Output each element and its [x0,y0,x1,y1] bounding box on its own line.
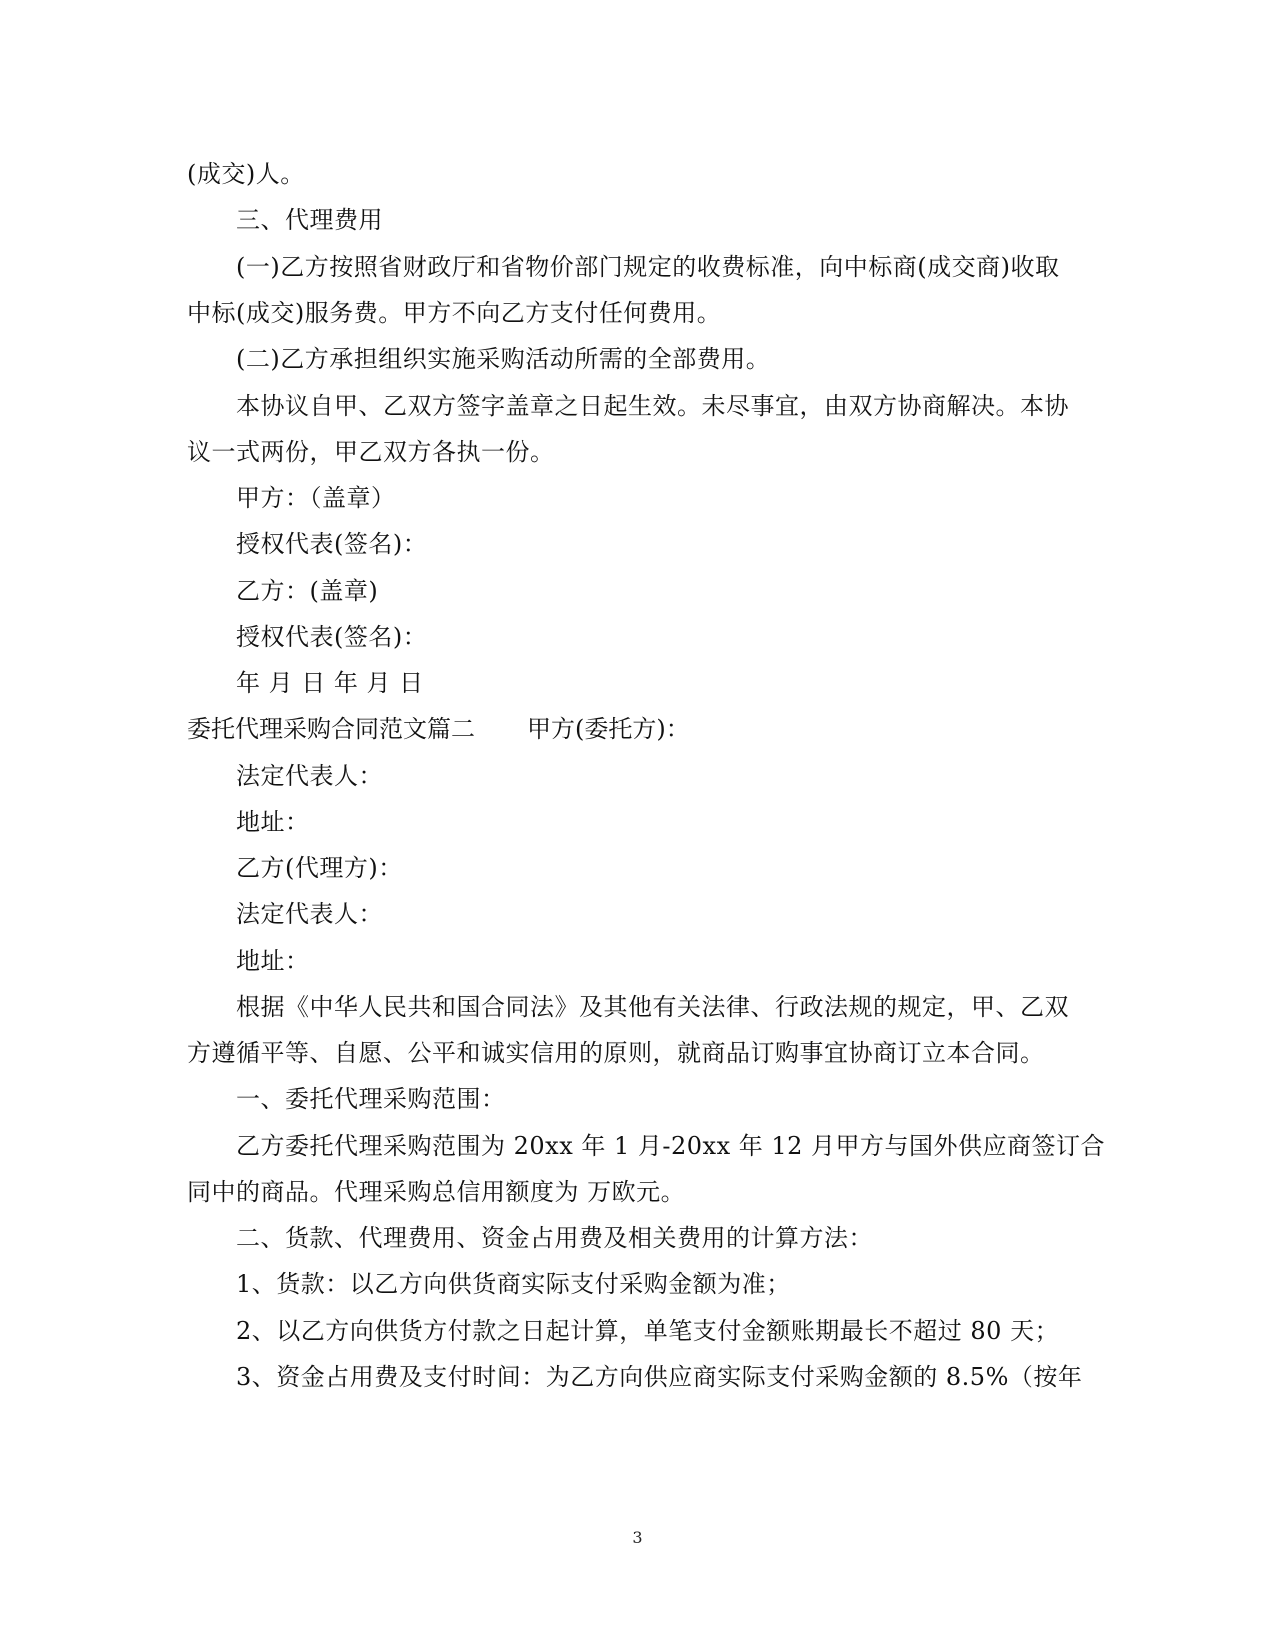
section-two-title: 委托代理采购合同范文篇二 [187,715,475,743]
legal-representative-b: 法定代表人： [236,900,383,928]
signature-date-line: 年 月 日 年 月 日 [236,669,424,697]
section-heading-fees: 三、代理费用 [236,206,383,234]
signature-representative-a: 授权代表(签名)： [236,530,428,558]
paragraph-line: 方遵循平等、自愿、公平和诚实信用的原则，就商品订购事宜协商订立本合同。 [187,1039,1045,1067]
paragraph-line: 议一式两份，甲乙双方各执一份。 [187,438,555,466]
paragraph-line: 中标(成交)服务费。甲方不向乙方支付任何费用。 [187,299,722,327]
list-item: 2、以乙方向供货方付款之日起计算，单笔支付金额账期最长不超过 80 天； [236,1317,1060,1345]
section-heading-scope: 一、委托代理采购范围： [236,1085,506,1113]
party-a-label: 甲方(委托方)： [527,715,690,743]
paragraph-line: (成交)人。 [187,160,305,188]
paragraph-line: (一)乙方按照省财政厅和省物价部门规定的收费标准，向中标商(成交商)收取 [236,253,1060,281]
section-heading-calculation: 二、货款、代理费用、资金占用费及相关费用的计算方法： [236,1224,873,1252]
paragraph-line: 本协议自甲、乙双方签字盖章之日起生效。未尽事宜，由双方协商解决。本协 [236,392,1069,420]
signature-representative-b: 授权代表(签名)： [236,623,428,651]
page-number: 3 [632,1528,643,1547]
signature-party-b: 乙方：(盖章) [236,577,379,605]
paragraph-line: 乙方委托代理采购范围为 20xx 年 1 月-20xx 年 12 月甲方与国外供应商签订合 [236,1132,1106,1160]
legal-representative-a: 法定代表人： [236,762,383,790]
address-b: 地址： [236,947,310,975]
list-item: 1、货款：以乙方向供货商实际支付采购金额为准； [236,1270,791,1298]
party-b-label: 乙方(代理方)： [236,854,403,882]
address-a: 地址： [236,808,310,836]
paragraph-line: 同中的商品。代理采购总信用额度为 万欧元。 [187,1178,686,1206]
signature-party-a: 甲方：（盖章） [236,484,396,512]
section-two-heading-row [187,713,690,745]
paragraph-line: (二)乙方承担组织实施采购活动所需的全部费用。 [236,345,771,373]
paragraph-line: 根据《中华人民共和国合同法》及其他有关法律、行政法规的规定，甲、乙双 [236,993,1069,1021]
list-item: 3、资金占用费及支付时间：为乙方向供应商实际支付采购金额的 8.5%（按年 [236,1363,1083,1391]
